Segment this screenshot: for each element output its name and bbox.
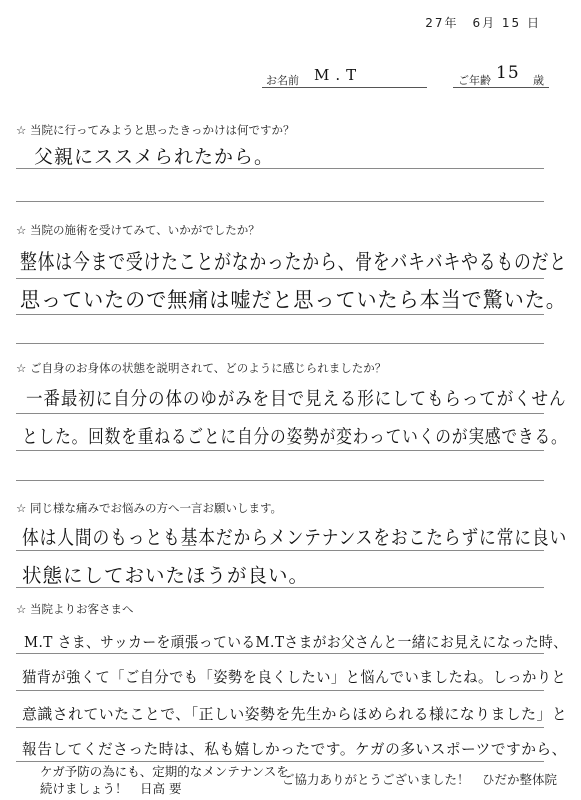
age-underline xyxy=(453,87,549,88)
question-3: ☆ ご自身のお身体の状態を説明されて、どのように感じられましたか？ xyxy=(16,361,387,375)
answer-3-line-1: 一番最初に自分の体のゆがみを目で見える形にしてもらってがくせん xyxy=(26,389,567,410)
rule-line xyxy=(16,201,544,202)
answer-2-line-1: 整体は今まで受けたことがなかったから、骨をバキバキやるものだと xyxy=(20,250,567,274)
answer-4-line-2: 状態にしておいたほうが良い。 xyxy=(22,564,310,587)
age-unit: 歳 xyxy=(533,74,544,87)
message-sign-line-2: 続けましょう！ 日高 要 xyxy=(40,781,182,796)
question-1: ☆ 当院に行ってみようと思ったきっかけは何ですか？ xyxy=(16,123,295,137)
rule-line xyxy=(16,727,544,728)
rule-line xyxy=(16,278,544,279)
message-line-2: 猫背が強くて「ご自分でも「姿勢を良くしたい」と悩んでいましたね。しっかりと xyxy=(22,668,567,686)
thanks-footer: ご協力ありがとうございました！ ひだか整体院 xyxy=(281,772,557,787)
rule-line xyxy=(16,168,544,169)
question-5: ☆ 当院よりお客さまへ xyxy=(16,602,134,616)
message-line-4: 報告してくださった時は、私も嬉しかったです。ケガの多いスポーツですから、 xyxy=(22,740,567,758)
answer-4-line-1: 体は人間のもっとも基本だからメンテナンスをおこたらずに常に良い xyxy=(22,526,568,549)
message-sign-line-1: ケガ予防の為にも、定期的なメンテナンスを xyxy=(40,764,289,779)
age-label: ご年齢 xyxy=(458,74,491,87)
rule-line xyxy=(16,314,544,315)
name-label: お名前 xyxy=(266,74,299,87)
rule-line xyxy=(16,413,544,414)
message-line-1: M.T さま、サッカーを頑張っているM.Tさまがお父さんと一緒にお見えになった時、 xyxy=(24,633,568,651)
rule-line xyxy=(16,653,544,654)
question-2: ☆ 当院の施術を受けてみて、いかがでしたか？ xyxy=(16,223,260,237)
rule-line xyxy=(16,587,544,588)
answer-2-line-2: 思っていたので無痛は嘘だと思っていたら本当で驚いた。 xyxy=(20,288,567,312)
rule-line xyxy=(16,343,544,344)
answer-3-line-2: とした。回数を重ねるごとに自分の姿勢が変わっていくのが実感できる。 xyxy=(22,427,568,448)
rule-line xyxy=(16,480,544,481)
age-value: 15 xyxy=(496,63,520,83)
name-underline xyxy=(262,87,427,88)
rule-line xyxy=(16,550,544,551)
rule-line xyxy=(16,450,544,451)
question-4: ☆ 同じ様な痛みでお悩みの方へ一言お願いします。 xyxy=(16,501,283,515)
answer-1-line-1: 父親にススメられたから。 xyxy=(34,146,275,168)
name-value: M.T xyxy=(314,66,363,84)
message-line-3: 意識されていたことで、「正しい姿勢を先生からほめられる様になりました」と xyxy=(22,705,568,723)
rule-line xyxy=(16,690,544,691)
date-field: 27年 6月 15 日 xyxy=(425,16,541,30)
